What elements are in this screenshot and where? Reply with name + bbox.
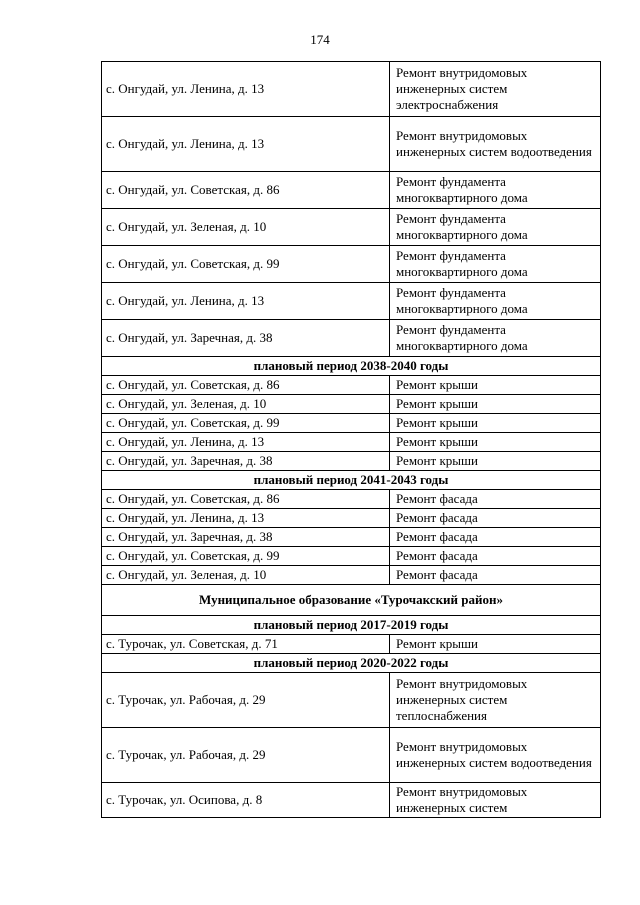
address-cell: с. Онгудай, ул. Заречная, д. 38 (102, 452, 390, 471)
table-row (102, 172, 601, 209)
address-cell: с. Онгудай, ул. Советская, д. 99 (102, 246, 390, 283)
period-title: плановый период 2041-2043 годы (102, 471, 601, 490)
work-type-cell: Ремонт фундамента многоквартирного дома (390, 172, 601, 209)
table-row (102, 566, 601, 585)
table-row (102, 490, 601, 509)
table-row (102, 547, 601, 566)
address-cell: с. Турочак, ул. Советская, д. 71 (102, 635, 390, 654)
work-type-cell: Ремонт фасада (390, 566, 601, 585)
address-cell: с. Онгудай, ул. Ленина, д. 13 (102, 509, 390, 528)
work-type-cell: Ремонт внутридомовых инженерных систем водоотведения (390, 728, 601, 783)
table-row (102, 673, 601, 728)
work-type-cell: Ремонт внутридомовых инженерных систем водоотведения (390, 117, 601, 172)
address-cell: с. Онгудай, ул. Зеленая, д. 10 (102, 395, 390, 414)
table-row (102, 283, 601, 320)
table-row (102, 728, 601, 783)
work-type-cell: Ремонт фундамента многоквартирного дома (390, 320, 601, 357)
address-cell: с. Онгудай, ул. Советская, д. 86 (102, 376, 390, 395)
address-cell: с. Онгудай, ул. Ленина, д. 13 (102, 283, 390, 320)
period-header-row (102, 654, 601, 673)
address-cell: с. Онгудай, ул. Советская, д. 99 (102, 414, 390, 433)
work-type-cell: Ремонт крыши (390, 452, 601, 471)
work-type-cell: Ремонт крыши (390, 635, 601, 654)
table-row (102, 395, 601, 414)
address-cell: с. Онгудай, ул. Ленина, д. 13 (102, 117, 390, 172)
period-title: плановый период 2038-2040 годы (102, 357, 601, 376)
work-type-cell: Ремонт фундамента многоквартирного дома (390, 246, 601, 283)
work-type-cell: Ремонт фасада (390, 547, 601, 566)
table-row (102, 209, 601, 246)
table-row (102, 320, 601, 357)
work-type-cell: Ремонт фасада (390, 509, 601, 528)
address-cell: с. Онгудай, ул. Ленина, д. 13 (102, 433, 390, 452)
period-header-row (102, 616, 601, 635)
work-type-cell: Ремонт внутридомовых инженерных систем электроснабжения (390, 62, 601, 117)
table-row (102, 635, 601, 654)
table-row (102, 433, 601, 452)
work-type-cell: Ремонт крыши (390, 433, 601, 452)
table-row (102, 528, 601, 547)
address-cell: с. Турочак, ул. Осипова, д. 8 (102, 783, 390, 818)
address-cell: с. Онгудай, ул. Ленина, д. 13 (102, 62, 390, 117)
page-number: 174 (310, 32, 330, 47)
period-header-row (102, 357, 601, 376)
repair-schedule-table (101, 61, 601, 818)
work-type-cell: Ремонт фундамента многоквартирного дома (390, 283, 601, 320)
table-row (102, 62, 601, 117)
address-cell: с. Онгудай, ул. Зеленая, д. 10 (102, 209, 390, 246)
table-row (102, 246, 601, 283)
table-row (102, 414, 601, 433)
address-cell: с. Турочак, ул. Рабочая, д. 29 (102, 728, 390, 783)
address-cell: с. Онгудай, ул. Советская, д. 86 (102, 172, 390, 209)
table-row (102, 452, 601, 471)
municipality-header-row (102, 585, 601, 616)
address-cell: с. Онгудай, ул. Советская, д. 99 (102, 547, 390, 566)
work-type-cell: Ремонт фасада (390, 490, 601, 509)
work-type-cell: Ремонт фасада (390, 528, 601, 547)
work-type-cell: Ремонт фундамента многоквартирного дома (390, 209, 601, 246)
period-title: плановый период 2017-2019 годы (102, 616, 601, 635)
table-row (102, 509, 601, 528)
work-type-cell: Ремонт внутридомовых инженерных систем теплоснабжения (390, 673, 601, 728)
address-cell: с. Онгудай, ул. Заречная, д. 38 (102, 320, 390, 357)
table-row (102, 117, 601, 172)
table-body (102, 62, 601, 818)
address-cell: с. Онгудай, ул. Заречная, д. 38 (102, 528, 390, 547)
address-cell: с. Онгудай, ул. Советская, д. 86 (102, 490, 390, 509)
work-type-cell: Ремонт крыши (390, 414, 601, 433)
table-row (102, 783, 601, 818)
address-cell: с. Турочак, ул. Рабочая, д. 29 (102, 673, 390, 728)
address-cell: с. Онгудай, ул. Зеленая, д. 10 (102, 566, 390, 585)
municipality-title: Муниципальное образование «Турочакский район» (102, 585, 601, 616)
period-header-row (102, 471, 601, 490)
period-title: плановый период 2020-2022 годы (102, 654, 601, 673)
work-type-cell: Ремонт крыши (390, 395, 601, 414)
table-row (102, 376, 601, 395)
work-type-cell: Ремонт крыши (390, 376, 601, 395)
work-type-cell: Ремонт внутридомовых инженерных систем (390, 783, 601, 818)
